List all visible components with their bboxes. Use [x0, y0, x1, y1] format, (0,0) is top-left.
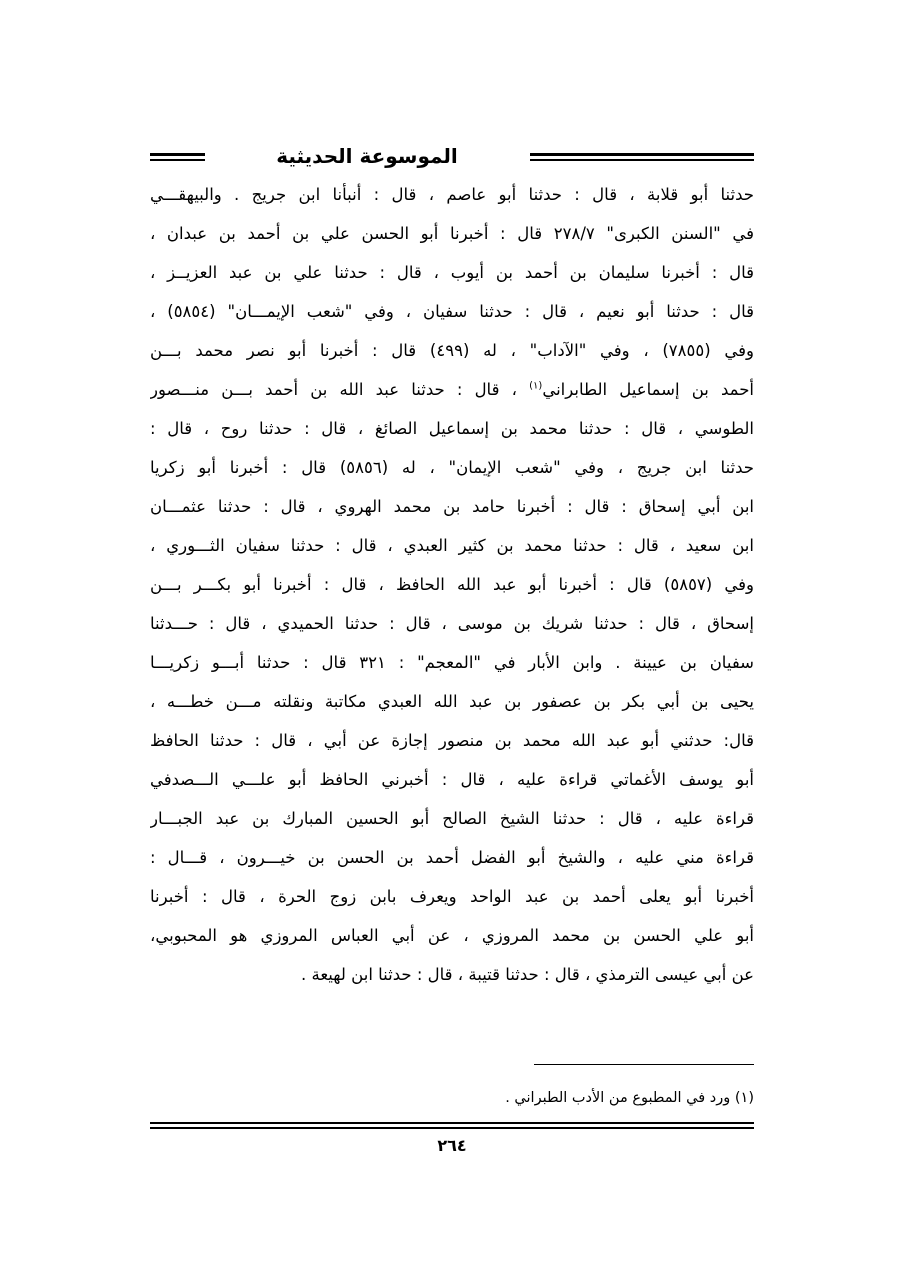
text-segment: أحمد بن إسماعيل الطابراني — [542, 380, 754, 399]
text-segment: ، قال : حدثنا عبد الله بن أحمد بـــن منـــصور — [150, 380, 530, 399]
footnote-marker[interactable]: (١) — [529, 380, 543, 392]
text-line: ابن سعيد ، قال : حدثنا محمد بن كثير العبدي ، قال : حدثنا سفيان الثـــوري ، — [150, 536, 754, 555]
running-header-title: الموسوعة الحديثية — [276, 144, 458, 168]
text-line: وفي (٥٨٥٧) قال : أخبرنا أبو عبد الله الحافظ ، قال : أخبرنا أبو بكـــر بـــن — [150, 575, 754, 594]
text-line: أخبرنا أبو يعلى أحمد بن عبد الواحد ويعرف بابن زوج الحرة ، قال : أخبرنا — [150, 887, 754, 906]
header-rule-left — [150, 153, 205, 161]
text-line: عن أبي عيسى الترمذي ، قال : حدثنا قتيبة ، قال : حدثنا ابن لهيعة . — [301, 965, 754, 984]
main-text — [150, 175, 754, 994]
header-rule-right — [530, 153, 754, 161]
text-line: قال : حدثنا أبو نعيم ، قال : حدثنا سفيان ، وفي "شعب الإيمـــان" (٥٨٥٤) ، — [150, 302, 754, 321]
text-line: سفيان بن عيينة . وابن الأبار في "المعجم" : ٣٢١ قال : حدثنا أبـــو زكريـــا — [150, 653, 754, 672]
text-line: قال: حدثني أبو عبد الله محمد بن منصور إجازة عن أبي ، قال : حدثنا الحافظ — [150, 731, 754, 750]
text-line: قراءة عليه ، قال : حدثنا الشيخ الصالح أبو الحسين المبارك بن عبد الجبـــار — [150, 809, 754, 828]
text-line: قراءة مني عليه ، والشيخ أبو الفضل أحمد بن الحسن بن خيـــرون ، قـــال : — [150, 848, 754, 867]
footnote-separator — [534, 1064, 754, 1065]
running-header — [150, 140, 754, 176]
text-line: يحيى بن أبي بكر بن عصفور بن عبد الله العبدي مكاتبة ونقلته مـــن خطـــه ، — [150, 692, 754, 711]
page-number: ٢٦٤ — [437, 1136, 467, 1155]
text-line: حدثنا ابن جريج ، وفي "شعب الإيمان" ، له (٥٨٥٦) قال : أخبرنا أبو زكريا — [150, 458, 754, 477]
footnote: (١) ورد في المطبوع من الأدب الطبراني . — [505, 1090, 754, 1106]
text-line: في "السنن الكبرى" ٢٧٨/٧ قال : أخبرنا أبو الحسن علي بن أحمد بن عبدان ، — [150, 224, 754, 243]
text-line: حدثنا أبو قلابة ، قال : حدثنا أبو عاصم ، قال : أنبأنا ابن جريج . والبيهقـــي — [150, 185, 754, 204]
text-line-with-footnote — [150, 370, 754, 409]
text-line: أبو يوسف الأغماتي قراءة عليه ، قال : أخبرني الحافظ أبو علـــي الـــصدفي — [150, 770, 754, 789]
text-line: قال : أخبرنا سليمان بن أحمد بن أيوب ، قال : حدثنا علي بن عبد العزيــز ، — [150, 263, 754, 282]
text-line: الطوسي ، قال : حدثنا محمد بن إسماعيل الصائغ ، قال : حدثنا روح ، قال : — [150, 419, 754, 438]
text-line: إسحاق ، قال : حدثنا شريك بن موسى ، قال : حدثنا الحميدي ، قال : حـــدثنا — [150, 614, 754, 633]
footer-rule — [150, 1122, 754, 1129]
text-line: وفي (٧٨٥٥) ، وفي "الآداب" ، له (٤٩٩) قال : أخبرنا أبو نصر محمد بـــن — [150, 341, 754, 360]
text-line: أبو علي الحسن بن محمد المروزي ، عن أبي العباس المروزي هو المحبوبي، — [150, 926, 754, 945]
text-line: ابن أبي إسحاق : قال : أخبرنا حامد بن محمد الهروي ، قال : حدثنا عثمـــان — [150, 497, 754, 516]
